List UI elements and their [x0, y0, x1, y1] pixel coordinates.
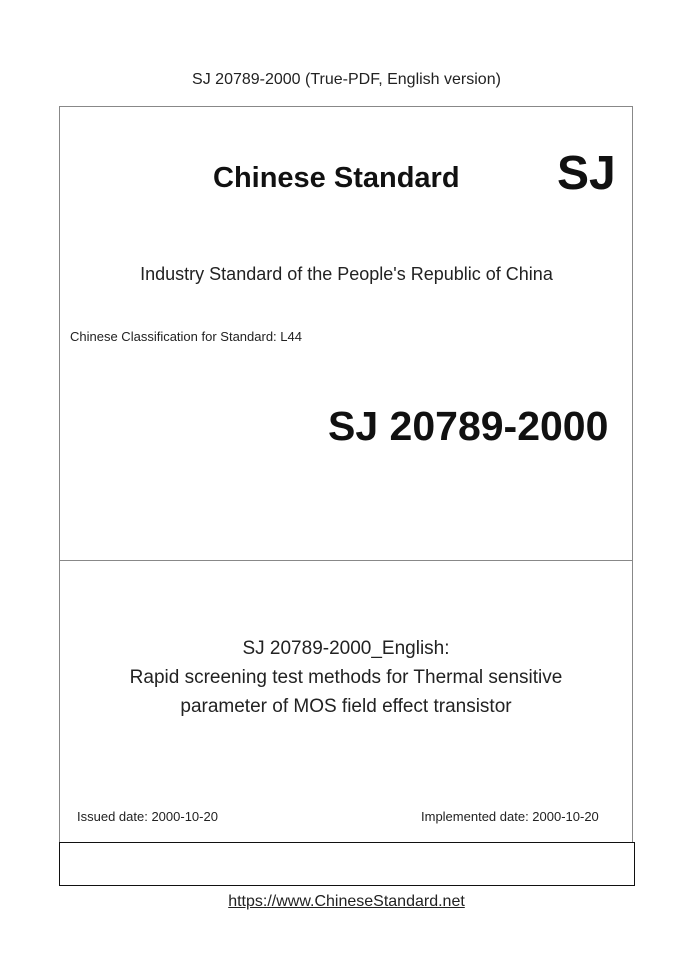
- document-title-line-1: SJ 20789-2000_English:: [242, 638, 450, 659]
- standard-number: SJ 20789-2000: [328, 403, 609, 449]
- industry-standard-line: Industry Standard of the People's Republic of China: [140, 264, 553, 284]
- page-header-title: SJ 20789-2000 (True-PDF, English version): [192, 71, 501, 88]
- issued-date: Issued date: 2000-10-20: [77, 809, 218, 824]
- document-title-line-3: parameter of MOS field effect transistor: [180, 696, 512, 717]
- classification-line: Chinese Classification for Standard: L44: [70, 329, 302, 344]
- standard-mark: SJ: [557, 147, 616, 200]
- implemented-date: Implemented date: 2000-10-20: [421, 809, 599, 824]
- cover-heading: Chinese Standard: [213, 162, 460, 194]
- cover-frame-bottom: [59, 842, 635, 886]
- document-title-line-2: Rapid screening test methods for Thermal sensitive: [129, 667, 563, 688]
- footer-website: [0, 893, 693, 911]
- website-link[interactable]: https://www.ChineseStandard.net: [228, 893, 465, 910]
- document-title: [59, 634, 633, 721]
